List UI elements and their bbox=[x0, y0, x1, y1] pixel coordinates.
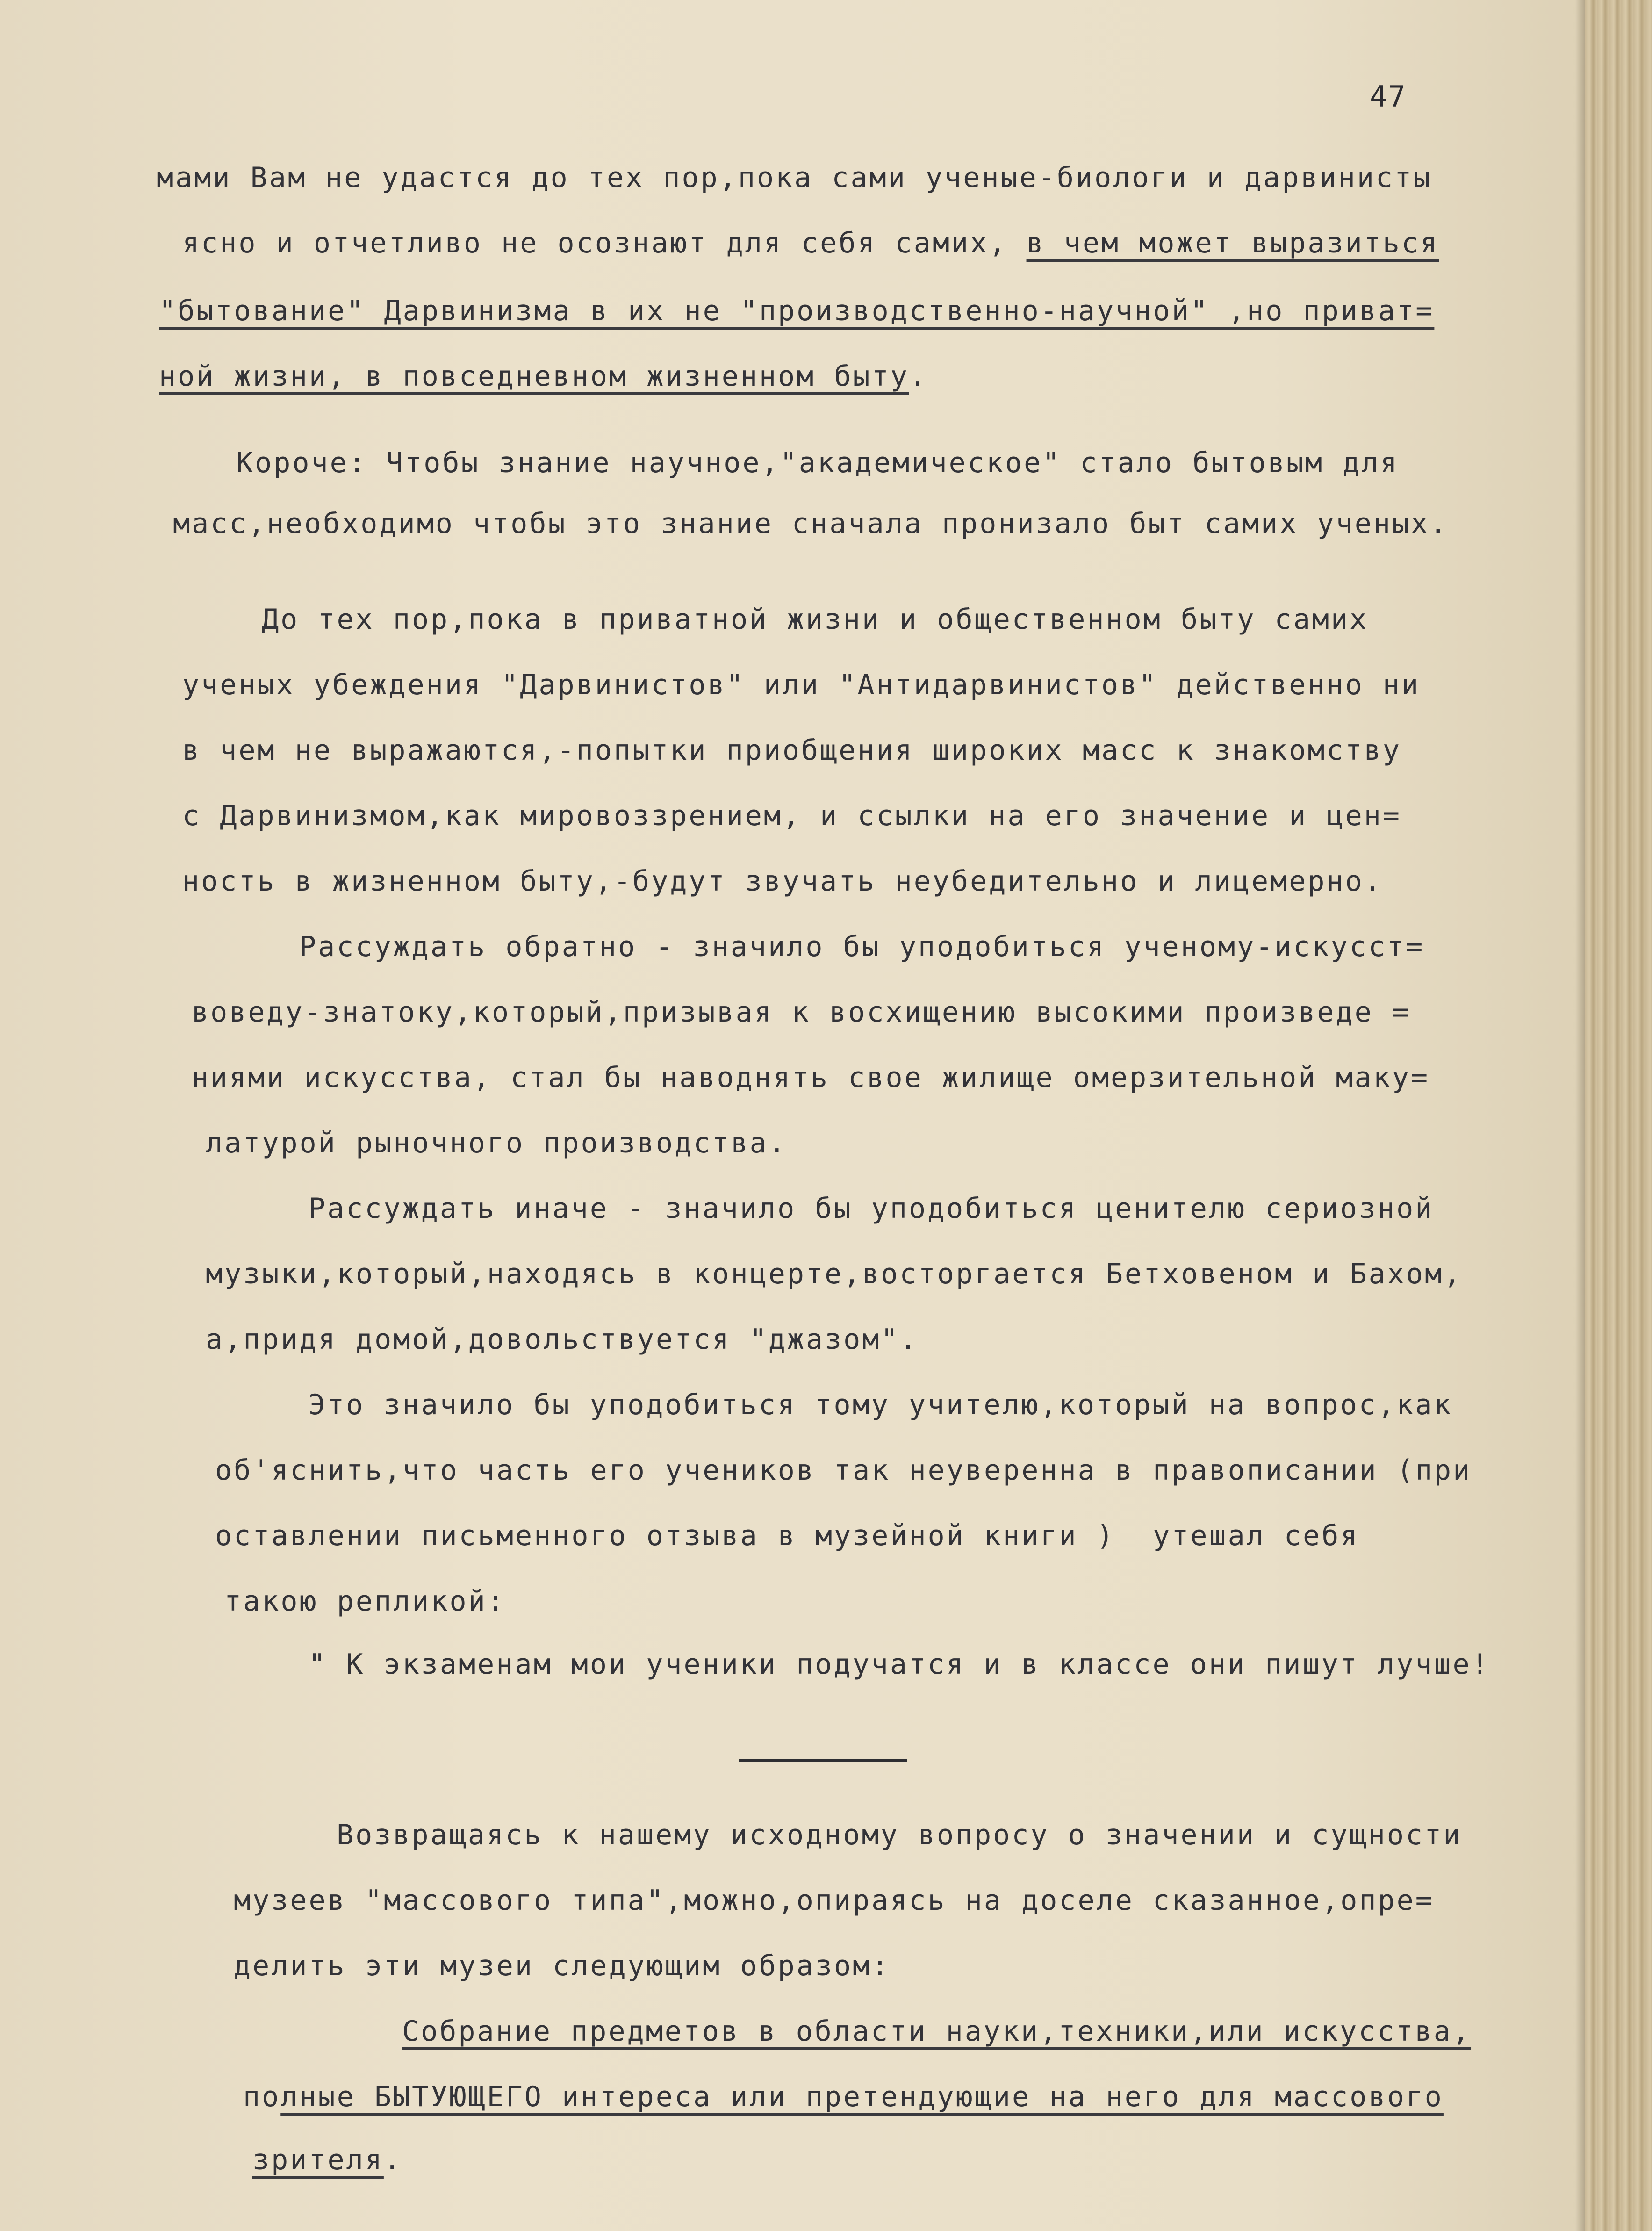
underlined-text: ной жизни, в повседневном жизненном быту bbox=[159, 360, 909, 393]
text-line bbox=[236, 444, 1399, 482]
underlined-text: Собрание предметов в области науки,техники,или искусства, bbox=[402, 2015, 1472, 2048]
text-segment: Возвращаясь к нашему исходному вопросу о значении и сущности bbox=[337, 1819, 1462, 1851]
text-line bbox=[215, 1452, 1472, 1489]
text-line bbox=[159, 292, 1434, 330]
text-line bbox=[299, 928, 1424, 965]
text-segment: по bbox=[243, 2080, 281, 2113]
text-line bbox=[215, 1517, 1359, 1555]
page-stack-edge bbox=[1585, 0, 1652, 2231]
text-segment: об'яснить,что часть его учеников так неуверенна в правописании (при bbox=[215, 1454, 1472, 1487]
text-segment: латурой рыночного производства. bbox=[206, 1127, 787, 1159]
text-line bbox=[243, 2078, 1444, 2116]
text-line bbox=[224, 1583, 506, 1620]
text-segment: " К экзаменам мои ученики подучатся и в классе они пишут лучше! bbox=[309, 1648, 1490, 1681]
text-segment: такою репликой: bbox=[224, 1585, 506, 1618]
underlined-text: в чем может выразиться bbox=[1026, 227, 1439, 259]
text-segment: воведу-знатоку,который,призывая к восхищению высокими произведе = bbox=[192, 996, 1411, 1029]
text-line bbox=[182, 863, 1383, 900]
text-segment: делить эти музеи следующим образом: bbox=[234, 1950, 891, 1982]
text-line bbox=[309, 1190, 1434, 1227]
text-segment: музеев "массового типа",можно,опираясь на доселе сказанное,опре= bbox=[234, 1884, 1434, 1917]
underlined-text: "бытование" Дарвинизма в их не "производственно-научной" ,но приват= bbox=[159, 295, 1435, 327]
text-line bbox=[309, 1646, 1490, 1683]
text-line bbox=[206, 1124, 787, 1162]
page-number: 47 bbox=[1370, 79, 1407, 114]
text-segment: Рассуждать обратно - значило бы уподобиться ученому-искусст= bbox=[299, 930, 1425, 963]
text-line bbox=[192, 1059, 1429, 1096]
text-segment: До тех пор,пока в приватной жизни и общественном быту самих bbox=[262, 603, 1369, 636]
text-segment: ниями искусства, стал бы наводнять свое жилище омерзительной маку= bbox=[192, 1061, 1430, 1094]
text-line bbox=[262, 601, 1368, 638]
text-line bbox=[159, 358, 928, 395]
text-line bbox=[182, 666, 1420, 704]
text-line bbox=[206, 1321, 919, 1358]
text-line bbox=[173, 505, 1448, 542]
text-line bbox=[309, 1386, 1453, 1424]
text-segment: . bbox=[383, 2144, 402, 2176]
text-line bbox=[182, 224, 1439, 262]
section-divider bbox=[739, 1759, 907, 1762]
text-segment: ясно и отчетливо не осознают для себя самих, bbox=[182, 227, 1027, 259]
text-line bbox=[192, 993, 1411, 1031]
text-segment: оставлении письменного отзыва в музейной книги ) утешал себя bbox=[215, 1519, 1359, 1552]
text-segment: в чем не выражаются,-попытки приобщения широких масс к знакомству bbox=[182, 734, 1401, 767]
text-line bbox=[234, 1947, 890, 1985]
text-line bbox=[337, 1816, 1462, 1854]
text-line bbox=[234, 1882, 1434, 1919]
text-segment: Рассуждать иначе - значило бы уподобиться ценителю сериозной bbox=[309, 1192, 1434, 1225]
text-segment: с Дарвинизмом,как мировоззрением, и ссылки на его значение и цен= bbox=[182, 799, 1401, 832]
underlined-text: лные БЫТУЮЩЕГО интереса или претендующие на него для массового bbox=[280, 2080, 1444, 2113]
text-line bbox=[182, 732, 1401, 769]
text-segment: музыки,который,находясь в концерте,восторгается Бетховеном и Бахом, bbox=[206, 1258, 1463, 1290]
text-segment: мами Вам не удастся до тех пор,пока сами ученые-биологи и дарвинисты bbox=[157, 161, 1432, 194]
text-segment: ность в жизненном быту,-будут звучать неубедительно и лицемерно. bbox=[182, 865, 1383, 898]
text-segment: . bbox=[909, 360, 928, 393]
underlined-text: зрителя bbox=[252, 2144, 384, 2176]
text-line bbox=[206, 1255, 1462, 1293]
text-line bbox=[182, 797, 1401, 835]
text-segment: Это значило бы уподобиться тому учителю,который на вопрос,как bbox=[309, 1389, 1453, 1421]
text-line bbox=[157, 159, 1432, 196]
text-segment: а,придя домой,довольствуется "джазом". bbox=[206, 1323, 919, 1356]
text-segment: Короче: Чтобы знание научное,"академическое" стало бытовым для bbox=[236, 446, 1399, 479]
text-segment: масс,необходимо чтобы это знание сначала пронизало быт самих ученых. bbox=[173, 507, 1449, 540]
text-segment: ученых убеждения "Дарвинистов" или "Антидарвинистов" действенно ни bbox=[182, 669, 1421, 701]
text-line bbox=[252, 2141, 402, 2179]
text-line bbox=[402, 2013, 1471, 2050]
